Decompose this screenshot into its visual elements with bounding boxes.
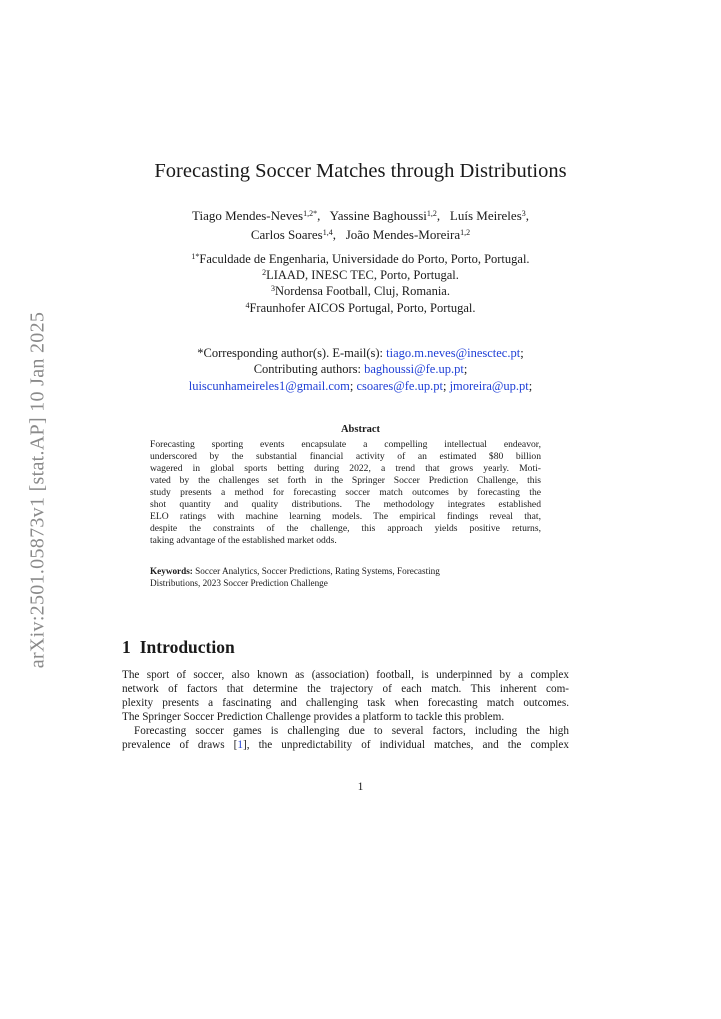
- email-link-moreira[interactable]: jmoreira@up.pt: [449, 379, 529, 393]
- contributing-label: Contributing authors:: [253, 362, 361, 376]
- abstract-heading: Abstract: [340, 424, 381, 435]
- email-link-soares[interactable]: csoares@fe.up.pt: [356, 379, 443, 393]
- affiliation-marker: 1*: [191, 252, 200, 261]
- body-line: The Springer Soccer Prediction Challenge provides a platform to tackle this problem.: [122, 711, 505, 723]
- author-line-2: Carlos Soares$^{1,4}$, João Mendes-Moreira$^{1,2}$: [250, 227, 471, 242]
- author-name: Yassine Baghoussi: [329, 208, 427, 223]
- abstract-line: shot quantity and quality distributions. The methodology integrates established: [150, 499, 541, 510]
- body-line: The sport of soccer, also known as (association) football, is underpinned by a complex: [122, 669, 569, 681]
- page-number: 1: [357, 781, 364, 793]
- citation-link[interactable]: 1: [237, 739, 243, 751]
- body-line-with-citation: [122, 738, 569, 752]
- abstract-line: Forecasting sporting events encapsulate a compelling intellectual endeavor,: [150, 439, 541, 450]
- affiliation-marker: 4: [245, 301, 250, 310]
- abstract-line: ELO ratings with machine learning models. The empirical findings reveal that,: [150, 511, 541, 522]
- section-number: 1: [122, 637, 131, 657]
- abstract-line: despite the constraints of the challenge, this approach yields positive returns,: [150, 523, 541, 534]
- affiliation-text: Fraunhofer AICOS Portugal, Porto, Portugal.: [249, 301, 476, 315]
- contributing-authors-line: Contributing authors: baghoussi@fe.up.pt;: [253, 362, 468, 376]
- keywords-text: Soccer Analytics, Soccer Predictions, Rating Systems, Forecasting: [195, 566, 440, 576]
- affiliation-marker: 3: [271, 284, 275, 293]
- affiliation-text: Faculdade de Engenharia, Universidade do Porto, Porto, Portugal.: [199, 252, 530, 266]
- author-affiliation-marker: 1,2*: [303, 209, 318, 218]
- abstract-line: taking advantage of the established market odds.: [150, 535, 337, 546]
- affiliation-2: [0, 268, 721, 283]
- section-heading: [122, 637, 235, 658]
- email-link-meireles[interactable]: luiscunhameireles1@gmail.com: [188, 379, 350, 393]
- author-name: Carlos Soares: [250, 227, 323, 242]
- affiliation-text: LIAAD, INESC TEC, Porto, Portugal.: [266, 268, 459, 282]
- corresponding-author-line: *Corresponding author(s). E-mail(s): tiago.m.neves@inesctec.pt;: [197, 346, 524, 360]
- body-line: network of factors that determine the trajectory of each match. This inherent com-: [122, 683, 569, 695]
- author-affiliation-marker: 1,2: [426, 209, 437, 218]
- abstract-line: study presents a method for forecasting soccer match outcomes by forecasting the: [150, 487, 541, 498]
- body-text: prevalence of draws [: [122, 739, 238, 751]
- affiliation-text: Nordensa Football, Cluj, Romania.: [275, 284, 450, 298]
- keywords-line-1: [150, 566, 440, 576]
- body-text: ], the unpredictability of individual matches, and the complex: [242, 739, 569, 751]
- body-line: plexity presents a fascinating and challenging task when forecasting match outcomes.: [122, 697, 569, 709]
- body-line: Forecasting soccer games is challenging due to several factors, including the high: [134, 725, 569, 737]
- corresponding-email-link[interactable]: tiago.m.neves@inesctec.pt: [386, 346, 521, 360]
- section-title: Introduction: [139, 637, 235, 657]
- affiliation-marker: 2: [262, 268, 267, 277]
- author-name: Tiago Mendes-Neves: [192, 208, 304, 223]
- author-affiliation-marker: 1,2: [460, 228, 471, 237]
- author-line-1: Tiago Mendes-Neves$^{1,2*}$, Yassine Baghoussi$^{1,2}$, Luís Meireles$^3$,: [192, 208, 529, 223]
- arxiv-identifier-stamp: arXiv:2501.05873v1 [stat.AP] 10 Jan 2025: [26, 311, 49, 669]
- abstract-line: wagered in global sports betting during 2022, a trend that grows yearly. Moti-: [150, 463, 541, 474]
- author-affiliation-marker: 3: [521, 209, 526, 218]
- corresponding-label: *Corresponding author(s). E-mail(s):: [197, 346, 384, 360]
- affiliation-4: [0, 301, 721, 316]
- keywords-line-2: Distributions, 2023 Soccer Prediction Challenge: [150, 578, 328, 588]
- contributing-emails-line: luiscunhameireles1@gmail.com; csoares@fe.up.pt; jmoreira@up.pt;: [188, 379, 533, 393]
- keywords-label: Keywords:: [150, 566, 193, 576]
- author-name: João Mendes-Moreira: [345, 227, 461, 242]
- email-link-baghoussi[interactable]: baghoussi@fe.up.pt: [364, 362, 464, 376]
- paper-title: Forecasting Soccer Matches through Distributions: [154, 160, 567, 182]
- author-affiliation-marker: 1,4: [322, 228, 333, 237]
- affiliation-1: [0, 252, 721, 267]
- abstract-line: underscored by the substantial financial activity of an estimated $80 billion: [150, 451, 541, 462]
- abstract-line: vated by the challenges set forth in the Springer Soccer Prediction Challenge, this: [150, 475, 541, 486]
- affiliation-3: [0, 284, 721, 299]
- author-name: Luís Meireles: [449, 208, 522, 223]
